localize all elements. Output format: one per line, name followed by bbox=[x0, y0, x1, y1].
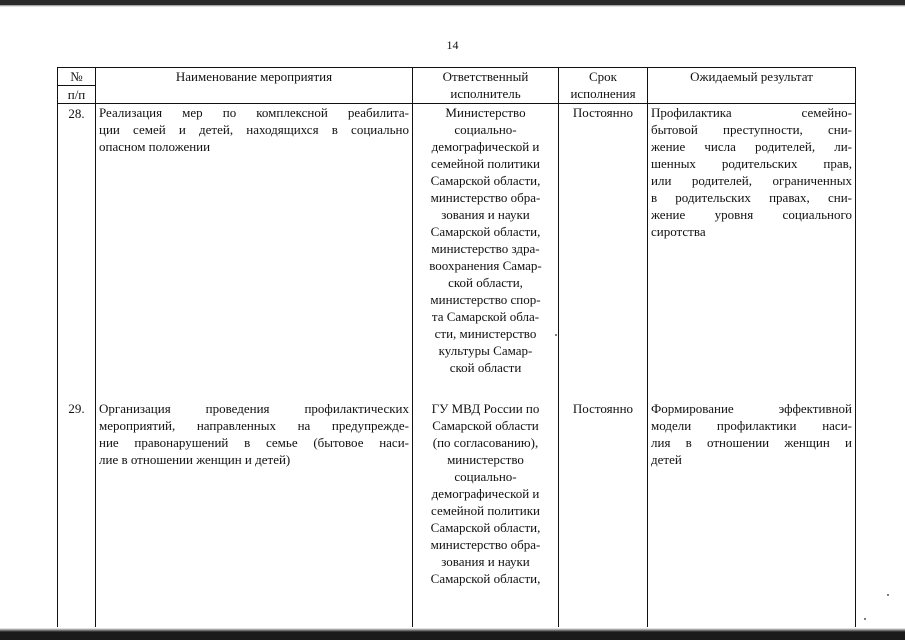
responsible-executor-line: социально- bbox=[454, 469, 517, 484]
responsible-executor-line: воохранения Самар- bbox=[429, 258, 542, 273]
scan-speck bbox=[555, 334, 557, 336]
page-number: 14 bbox=[446, 38, 459, 52]
header-name-label: Наименование мероприятия bbox=[175, 69, 333, 84]
header-responsible-line1: Ответственный bbox=[442, 69, 529, 84]
measure-name-cell bbox=[96, 396, 413, 627]
expected-result-line: бытовой преступности, сни- bbox=[651, 122, 852, 137]
expected-result-line: Формирование эффективной bbox=[651, 401, 852, 416]
table-row bbox=[58, 396, 856, 627]
responsible-executor-line: демографической и bbox=[431, 139, 540, 154]
measure-name-line: лие в отношении женщин и детей) bbox=[99, 452, 291, 467]
header-result bbox=[648, 68, 856, 104]
expected-result-line: модели профилактики наси- bbox=[651, 418, 852, 433]
responsible-executor-line: семейной политики bbox=[431, 156, 540, 171]
responsible-executor-line: министерство обра- bbox=[430, 537, 541, 552]
scan-top-edge bbox=[0, 0, 905, 7]
responsible-executor-line: семейной политики bbox=[431, 503, 540, 518]
header-number-line2: п/п bbox=[58, 85, 95, 103]
responsible-executor-line: сти, министерство bbox=[434, 326, 537, 341]
responsible-executor-line: зования и науки bbox=[441, 207, 530, 222]
header-term-line1: Срок bbox=[589, 69, 617, 84]
scan-speck bbox=[887, 594, 889, 596]
measure-name-line: Организация проведения профилактических bbox=[99, 401, 409, 416]
measure-name-line: опасном положении bbox=[99, 139, 211, 154]
measure-name-line: ции семей и детей, находящихся в социально bbox=[99, 122, 409, 137]
expected-result-line: детей bbox=[651, 452, 682, 467]
responsible-executor-line: та Самарской обла- bbox=[431, 309, 540, 324]
scan-bottom-edge bbox=[0, 628, 905, 640]
header-number bbox=[58, 68, 96, 104]
responsible-executor-line: министерство bbox=[447, 452, 524, 467]
measures-table bbox=[57, 67, 856, 627]
responsible-executor-line: зования и науки bbox=[441, 554, 530, 569]
responsible-executor-line: Самарской области, bbox=[430, 173, 541, 188]
term-cell: Постоянно bbox=[559, 104, 648, 397]
responsible-executor-line: министерство обра- bbox=[430, 190, 541, 205]
header-name bbox=[96, 68, 413, 104]
scan-speck bbox=[864, 618, 866, 620]
responsible-executor-cell bbox=[413, 104, 559, 397]
row-number: 28. bbox=[58, 104, 96, 397]
responsible-executor-line: социально- bbox=[454, 122, 517, 137]
responsible-executor-line: ской области, bbox=[448, 275, 523, 290]
responsible-executor-line: Самарской области, bbox=[430, 571, 541, 586]
header-result-label: Ожидаемый результат bbox=[690, 69, 813, 84]
responsible-executor-line: ГУ МВД России по bbox=[431, 401, 540, 416]
responsible-executor-line: (по согласованию), bbox=[432, 435, 539, 450]
header-responsible-line2: исполнитель bbox=[450, 86, 521, 101]
measure-name-line: Реализация мер по комплексной реабилита- bbox=[99, 105, 409, 120]
expected-result-line: лия в отношении женщин и bbox=[651, 435, 852, 450]
responsible-executor-line: министерство спор- bbox=[430, 292, 541, 307]
responsible-executor-line: демографической и bbox=[431, 486, 540, 501]
expected-result-line: в родительских правах, сни- bbox=[651, 190, 852, 205]
expected-result-line: жение уровня социального bbox=[651, 207, 852, 222]
header-term bbox=[559, 68, 648, 104]
expected-result-line: шенных родительских прав, bbox=[651, 156, 852, 171]
responsible-executor-line: ской области bbox=[449, 360, 522, 375]
measure-name-line: мероприятий, направленных на предупрежде- bbox=[99, 418, 409, 433]
table-body bbox=[58, 104, 856, 628]
header-term-line2: исполнения bbox=[570, 86, 636, 101]
expected-result-line: Профилактика семейно- bbox=[651, 105, 852, 120]
table-header bbox=[58, 68, 856, 104]
responsible-executor-line: культуры Самар- bbox=[438, 343, 533, 358]
responsible-executor-line: Министерство bbox=[445, 105, 526, 120]
row-number: 29. bbox=[58, 396, 96, 627]
responsible-executor-cell bbox=[413, 396, 559, 627]
responsible-executor-line: Самарской области, bbox=[430, 520, 541, 535]
measure-name-cell bbox=[96, 104, 413, 397]
expected-result-line: жение числа родителей, ли- bbox=[651, 139, 852, 154]
header-number-line1: № bbox=[70, 69, 83, 84]
header-responsible bbox=[413, 68, 559, 104]
term-cell: Постоянно bbox=[559, 396, 648, 627]
responsible-executor-line: министерство здра- bbox=[431, 241, 540, 256]
table-row bbox=[58, 104, 856, 397]
expected-result-cell bbox=[648, 104, 856, 397]
responsible-executor-line: Самарской области, bbox=[430, 224, 541, 239]
expected-result-cell bbox=[648, 396, 856, 627]
measure-name-line: ние правонарушений в семье (бытовое наси- bbox=[99, 435, 409, 450]
expected-result-line: или родителей, ограниченных bbox=[651, 173, 852, 188]
expected-result-line: сиротства bbox=[651, 224, 706, 239]
responsible-executor-line: Самарской области bbox=[432, 418, 539, 433]
